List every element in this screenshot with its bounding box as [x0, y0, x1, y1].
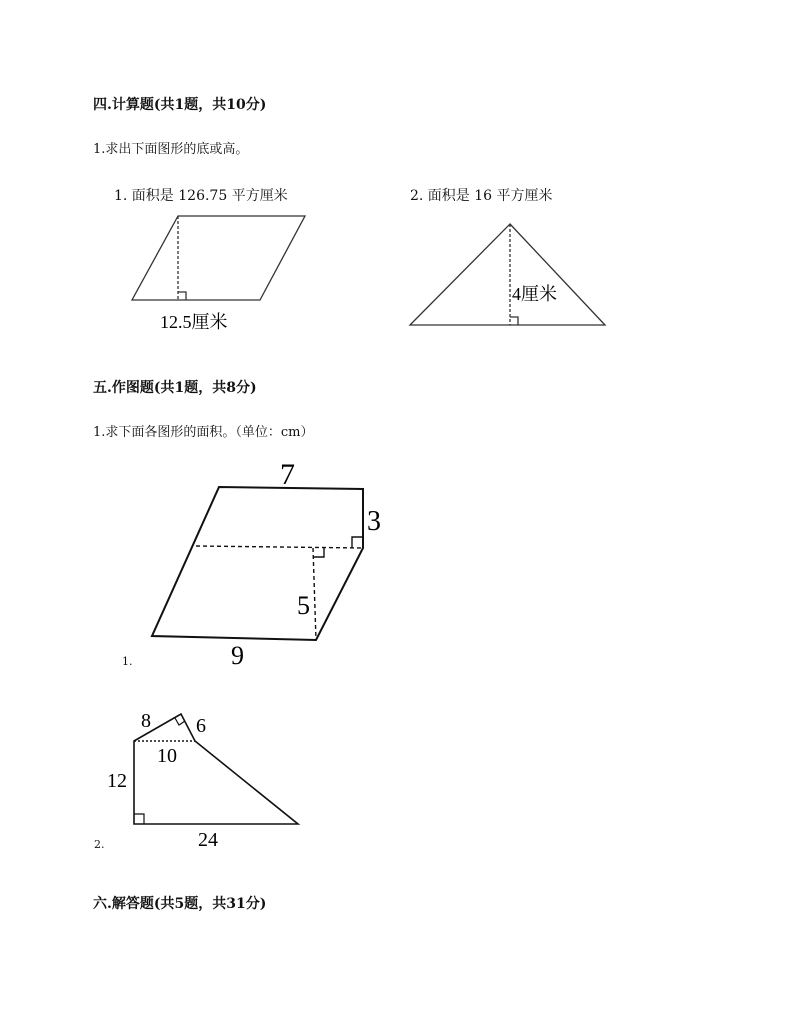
parallelogram-shape — [132, 216, 305, 300]
section-4-title: 四.计算题(共1题，共10分) — [93, 97, 267, 113]
section-5-title: 五.作图题(共1题，共8分) — [93, 380, 257, 396]
figure-1-outline — [152, 487, 363, 640]
figure-1-index: 1. — [122, 655, 133, 668]
figure-1-bottom-label: 9 — [231, 641, 244, 670]
figure-2-label-c: 10 — [157, 745, 177, 767]
section-5-figure-1 — [152, 487, 363, 640]
parallelogram-base-label: 12.5厘米 — [160, 312, 228, 332]
figure-2-bottom-label: 24 — [198, 829, 218, 851]
figure-2-outline — [134, 714, 298, 824]
section-5-question-1: 1.求下面各图形的面积。（单位：cm） — [93, 425, 314, 440]
figure-1-right-label: 3 — [367, 506, 381, 537]
section-6-title: 六.解答题(共5题，共31分) — [93, 896, 267, 912]
triangle-shape — [410, 224, 605, 325]
right-angle-mark — [510, 317, 518, 325]
parallelogram-figure — [132, 216, 305, 300]
right-angle-mark — [134, 814, 144, 824]
figure-2-caption: 2. 面积是 16 平方厘米 — [410, 188, 553, 204]
triangle-figure — [410, 224, 605, 325]
right-angle-mark — [313, 548, 324, 557]
section-5-figure-2 — [134, 714, 298, 824]
right-angle-mark — [178, 292, 186, 300]
figure-2-index: 2. — [94, 838, 105, 851]
figure-1-caption: 1. 面积是 126.75 平方厘米 — [114, 188, 288, 204]
figure-2-label-a: 8 — [141, 710, 151, 732]
triangle-height-label: 4厘米 — [512, 284, 557, 304]
section-4-question-1: 1.求出下面图形的底或高。 — [93, 142, 249, 157]
figure-2-label-b: 6 — [196, 715, 206, 737]
figure-1-dashed-horizontal — [196, 546, 363, 548]
right-angle-mark — [352, 537, 363, 548]
figure-1-top-label: 7 — [280, 458, 295, 491]
figure-1-dashed-vertical — [313, 548, 316, 640]
figure-1-inner-label: 5 — [297, 591, 310, 620]
figure-2-left-label: 12 — [107, 770, 127, 792]
